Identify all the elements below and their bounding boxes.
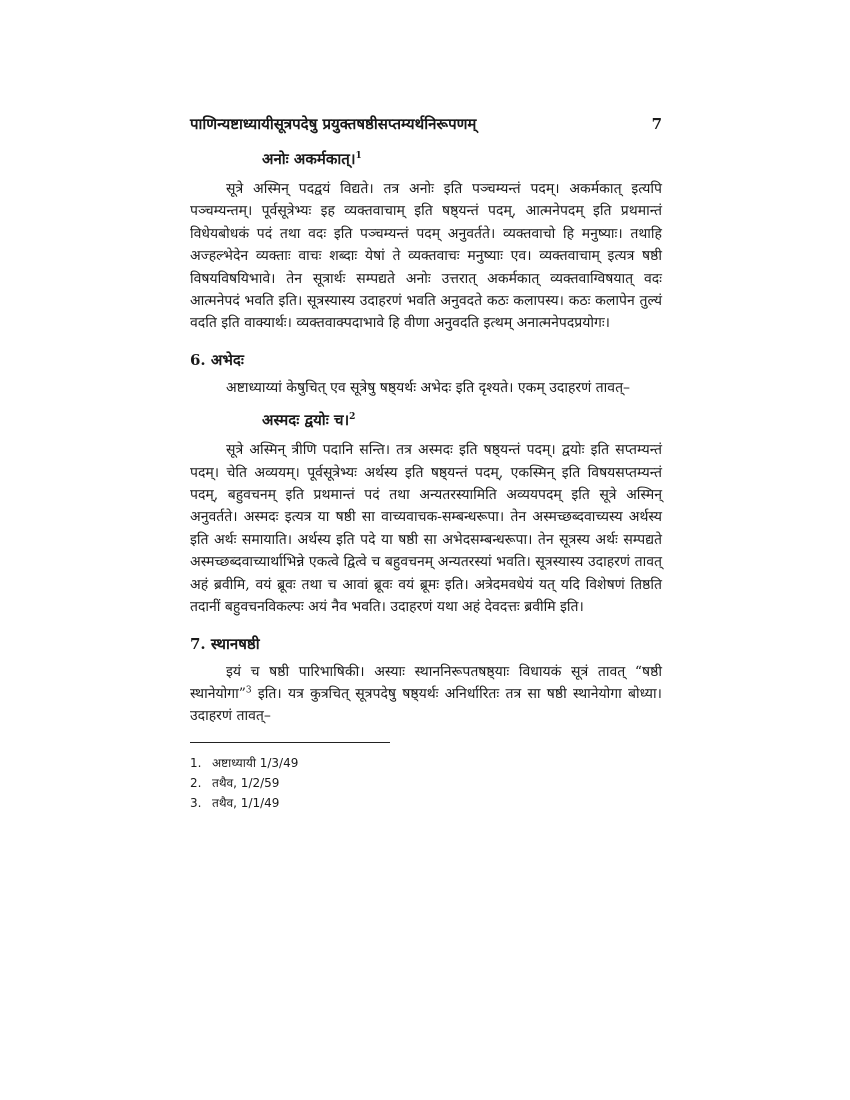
footnote-text: तथैव, 1/1/49 [212, 795, 280, 810]
footnote-number: 1. [190, 755, 202, 770]
sutra-text: अस्मदः द्वयोः च। [262, 411, 350, 430]
paragraph-1: सूत्रे अस्मिन् पदद्वयं विद्यते। तत्र अनोः इति पञ्चम्यन्तं पदम्। अकर्मकात् इत्यपि पञ्चम्यन्तम्। पूर्वसूत्रेभ्यः इह व्यक्तवाचाम् इति षष्ठ्यन्तं पदम्, आत्मनेपदम् इति प्रथमान्तं विधेयबोधकं पदं तथा वदः इति पञ्चम्यन्तं पदम् अनुवर्तते। व्यक्तवाचो हि मनुष्याः। तथाहि अज्हल्भेदेन व्यक्ताः वाचः शब्दाः येषां ते व्यक्तवाचः मनुष्याः एव। व्यक्तवाचाम् इत्यत्र षष्ठी विषयविषयिभावे। तेन सूत्रार्थः सम्पद्यते अनोः उत्तरात् अकर्मकात् व्यक्तवाग्विषयात् वदः आत्मनेपदं भवति इति। सूत्रस्यास्य उदाहरणं भवति अनुवदते कठः कलापस्य। कठः कलापेन तुल्यं वदति इति वाक्यार्थः। व्यक्तवाक्पदाभावे हि वीणा अनुवदति इत्थम् अनात्मनेपदप्रयोगः। [190, 181, 662, 332]
sutra-heading-2 [262, 409, 662, 431]
footnote-text: अष्टाध्यायी 1/3/49 [212, 755, 299, 770]
sutra-heading-1 [262, 148, 662, 170]
document-page [190, 112, 662, 813]
footnote-ref: 3 [245, 685, 252, 696]
footnote-number: 3. [190, 795, 202, 810]
page-number: 7 [651, 115, 662, 133]
section-heading-7: 7. स्थानषष्ठी [190, 634, 260, 653]
footnote-number: 2. [190, 775, 202, 790]
paragraph-text: इयं च षष्ठी पारिभाषिकी। अस्याः स्थाननिरूपतषष्ठ्याः विधायकं सूत्रं तावत् “षष्ठी स्थानेयोगा” [190, 663, 662, 702]
footnote-text: तथैव, 1/2/59 [212, 775, 280, 790]
paragraph-2: अष्टाध्याय्यां केषुचित् एव सूत्रेषु षष्ठ्यर्थः अभेदः इति दृश्यते। एकम् उदाहरणं तावत्– [226, 379, 631, 396]
footnote-item [190, 753, 662, 773]
footnotes [190, 753, 662, 813]
footnote-ref: 2 [349, 412, 356, 423]
paragraph-4 [190, 661, 662, 728]
section-heading-6: 6. अभेदः [190, 350, 244, 369]
running-title: पाणिन्यष्टाध्यायीसूत्रपदेषु प्रयुक्तषष्ठीसप्तम्यर्थनिरूपणम् [190, 115, 477, 133]
footnote-ref: 1 [355, 151, 362, 161]
footnote-item [190, 773, 662, 793]
footnote-item [190, 793, 662, 813]
running-header [190, 112, 662, 138]
paragraph-3: सूत्रे अस्मिन् त्रीणि पदानि सन्ति। तत्र अस्मदः इति षष्ठ्यन्तं पदम्। द्वयोः इति सप्तम्यन्तं पदम्। चेति अव्ययम्। पूर्वसूत्रेभ्यः अर्थस्य इति षष्ठ्यन्तं पदम्, एकस्मिन् इति विषयसप्तम्यन्तं पदम्, बहुवचनम् इति प्रथमान्तं पदं तथा अन्यतरस्यामिति अव्ययपदम् इति सूत्रे अस्मिन् अनुवर्तते। अस्मदः इत्यत्र या षष्ठी सा वाच्यवाचक-सम्बन्धरूपा। तेन अस्मच्छब्दवाच्यस्य अर्थस्य इति अर्थः समायाति। अर्थस्य इति पदे या षष्ठी सा अभेदसम्बन्धरूपा। तेन सूत्रस्य अर्थः सम्पद्यते अस्मच्छब्दवाच्यार्थाभिन्ने एकत्वे द्वित्वे च बहुवचनम् अन्यतरस्यां भवति। सूत्रस्यास्य उदाहरणं तावत् अहं ब्रवीमि, वयं ब्रूवः तथा च आवां ब्रूवः वयं ब्रूमः इति। अत्रेदमवधेयं यत् यदि विशेषणं तिष्ठति तदानीं बहुवचनविकल्पः अयं नैव भवति। उदाहरणं यथा अहं देवदत्तः ब्रवीमि इति। [190, 442, 662, 616]
footnote-divider [190, 742, 390, 743]
paragraph-text: इति। यत्र कुत्रचित् सूत्रपदेषु षष्ठ्यर्थः अनिर्धारितः तत्र सा षष्ठी स्थानेयोगा बोध्या। उदाहरणं तावत्– [190, 685, 662, 725]
sutra-text: अनोः अकर्मकात्। [262, 150, 356, 168]
